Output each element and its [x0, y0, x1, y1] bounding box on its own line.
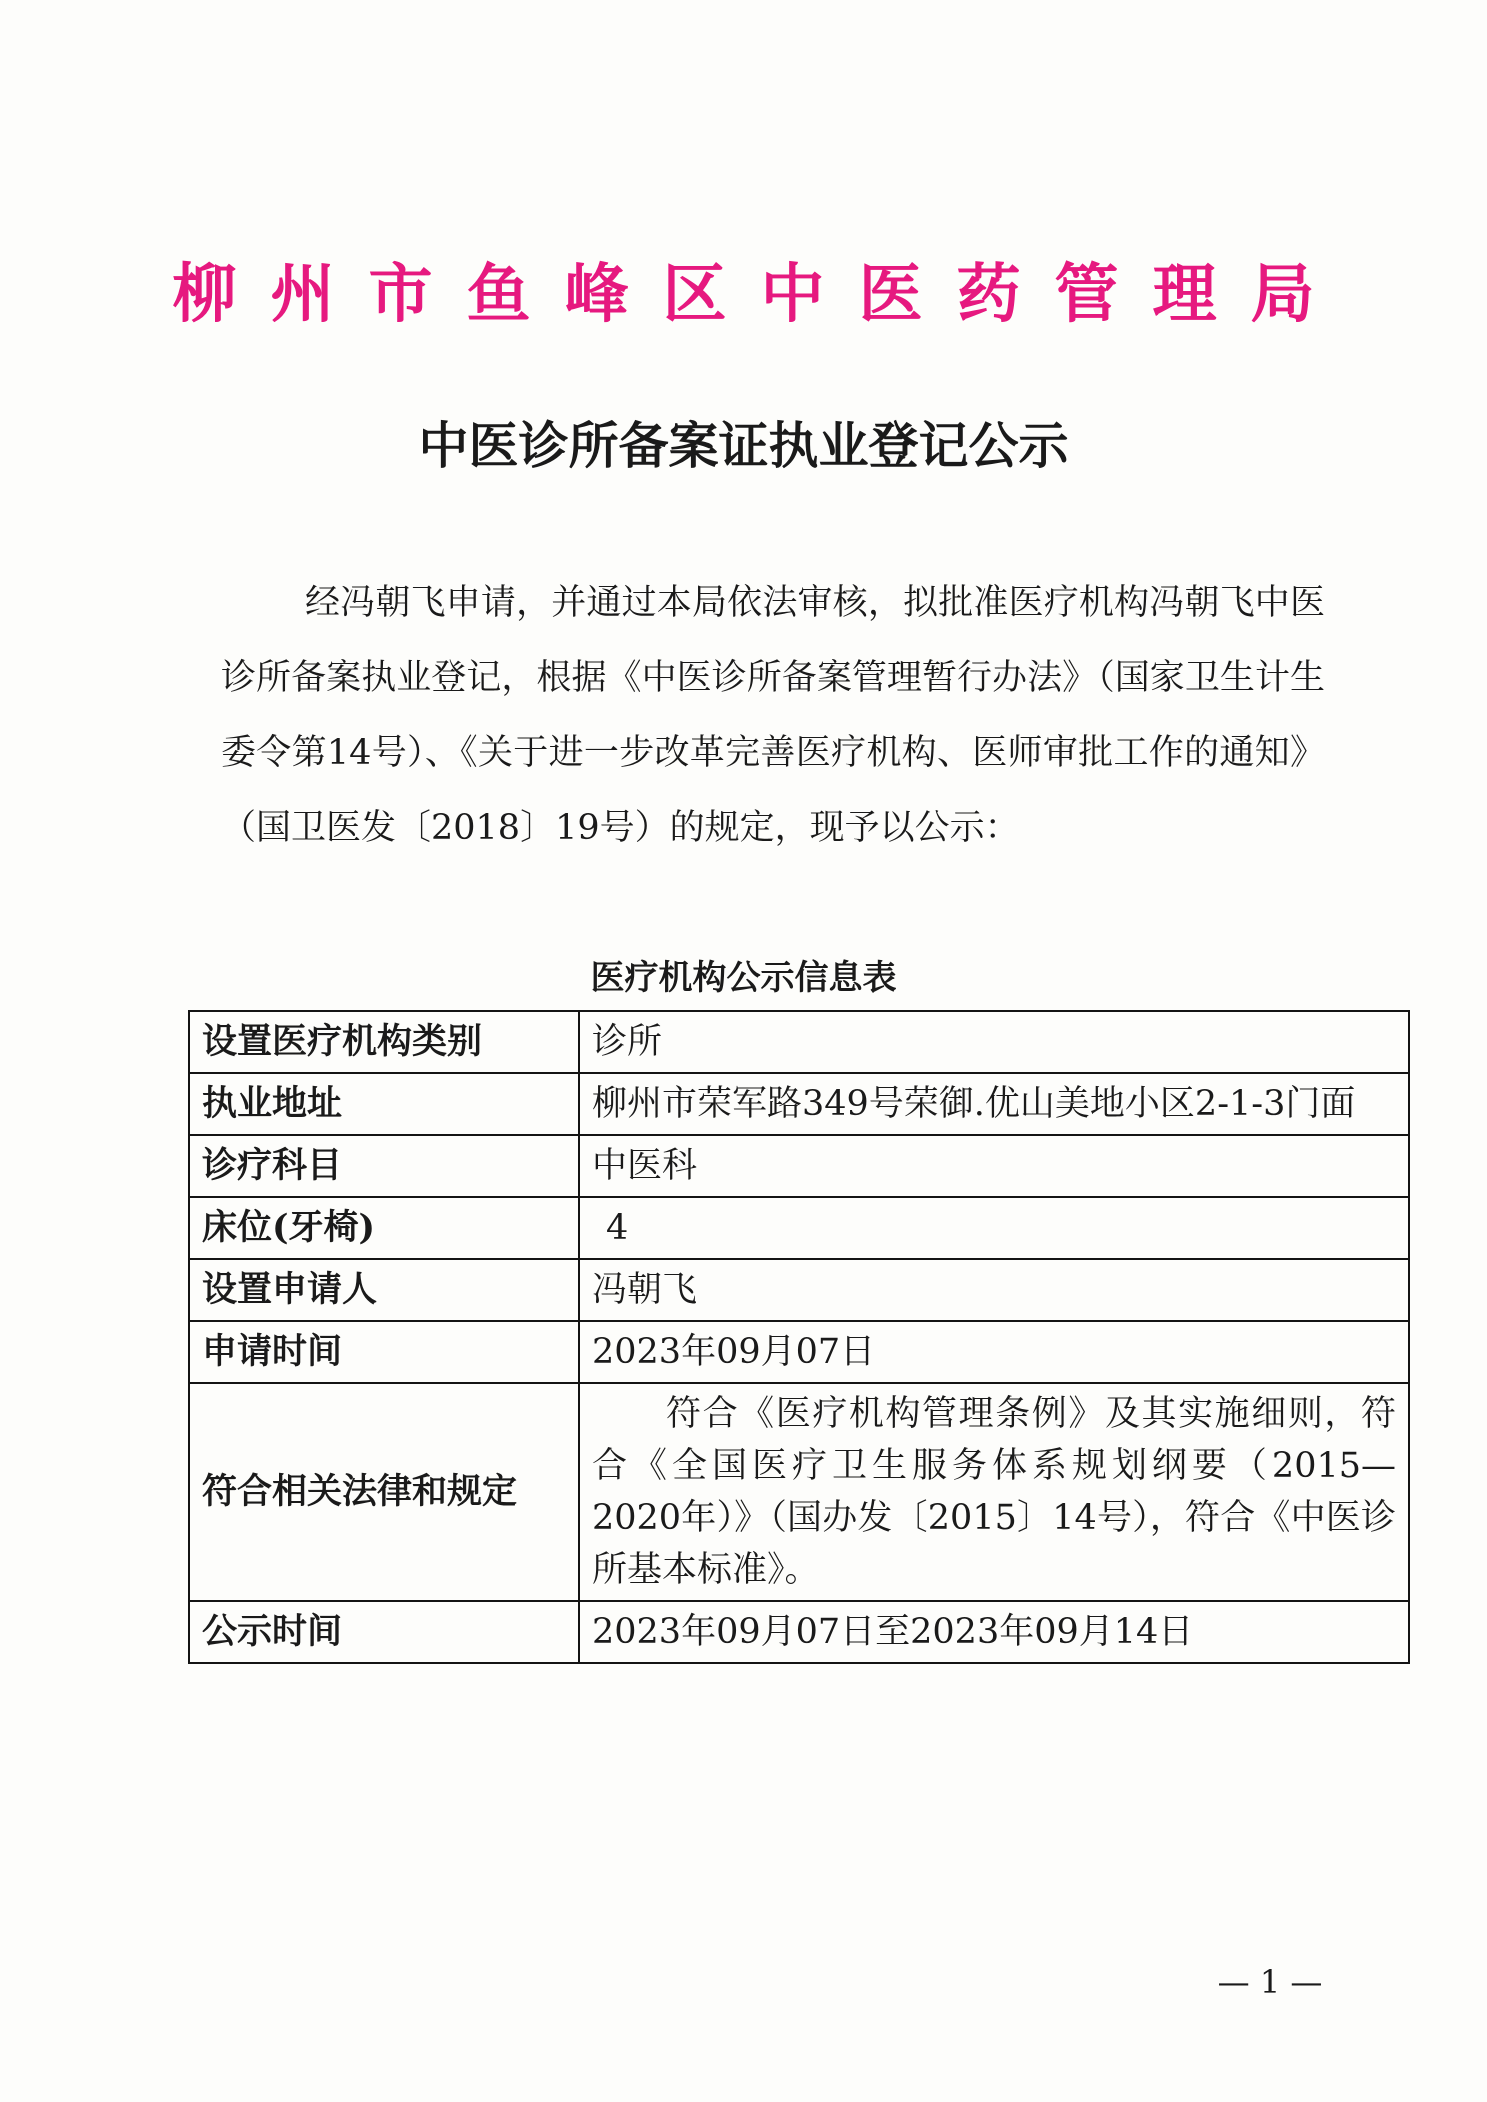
row-value-department: 中医科: [579, 1135, 1409, 1197]
table-row: [189, 1259, 1409, 1321]
table-row: [189, 1073, 1409, 1135]
row-value-category: 诊所: [579, 1011, 1409, 1073]
agency-header: 柳州市鱼峰区中医药管理局: [172, 257, 1349, 332]
table-row: [189, 1383, 1409, 1601]
table-row: [189, 1135, 1409, 1197]
table-caption: 医疗机构公示信息表: [590, 958, 897, 998]
row-value-address: 柳州市荣军路349号荣御.优山美地小区2-1-3门面: [579, 1073, 1409, 1135]
compliance-text: 符合《医疗机构管理条例》及其实施细则，符合《全国医疗卫生服务体系规划纲要（2015—2020年）》（国办发〔2015〕14号），符合《中医诊所基本标准》。: [592, 1394, 1396, 1590]
row-value-notice-period: 2023年09月07日至2023年09月14日: [579, 1601, 1409, 1663]
row-value-beds: 4: [579, 1197, 1409, 1259]
row-label-address: 执业地址: [189, 1073, 579, 1135]
info-table: [188, 1010, 1410, 1664]
row-label-category: 设置医疗机构类别: [189, 1011, 579, 1073]
row-label-apply-date: 申请时间: [189, 1321, 579, 1383]
table-row: [189, 1011, 1409, 1073]
table-row: [189, 1601, 1409, 1663]
page-number: — 1 —: [1217, 1963, 1323, 2001]
row-label-compliance: 符合相关法律和规定: [189, 1383, 579, 1601]
row-value-compliance: [579, 1383, 1409, 1601]
row-label-applicant: 设置申请人: [189, 1259, 579, 1321]
document-title: 中医诊所备案证执业登记公示: [418, 416, 1069, 475]
table-row: [189, 1197, 1409, 1259]
body-paragraph: 经冯朝飞申请，并通过本局依法审核，拟批准医疗机构冯朝飞中医诊所备案执业登记，根据《中医诊所备案管理暂行办法》（国家卫生计生委令第14号）、《关于进一步改革完善医疗机构、医师审批工作的通知》（国卫医发〔2018〕19号）的规定，现予以公示：: [221, 583, 1325, 848]
row-label-beds: 床位(牙椅): [189, 1197, 579, 1259]
table-row: [189, 1321, 1409, 1383]
row-value-applicant: 冯朝飞: [579, 1259, 1409, 1321]
row-value-apply-date: 2023年09月07日: [579, 1321, 1409, 1383]
row-label-department: 诊疗科目: [189, 1135, 579, 1197]
row-label-notice-period: 公示时间: [189, 1601, 579, 1663]
